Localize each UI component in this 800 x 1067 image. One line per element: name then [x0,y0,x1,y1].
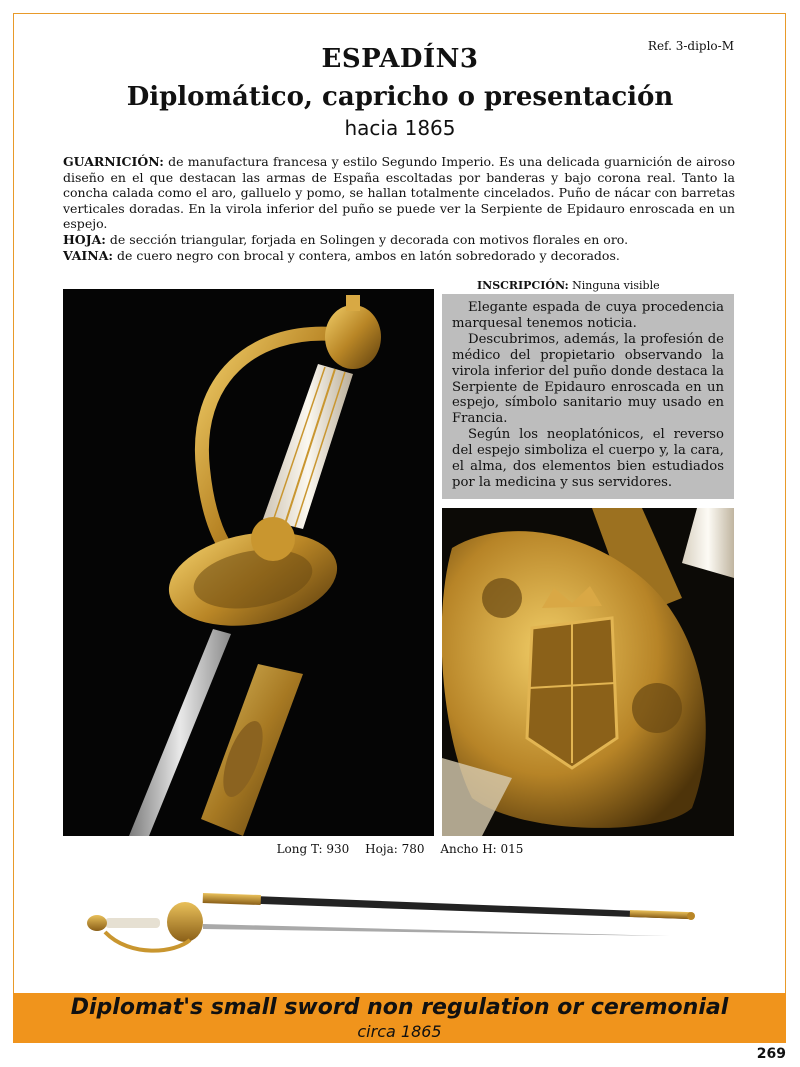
page-title: ESPADÍN3 [321,44,479,74]
inscription-text: Ninguna visible [568,279,660,292]
coat-of-arms-detail-illustration [442,508,734,836]
total-length: Long T: 930 [276,842,350,856]
hoja-paragraph [63,232,735,248]
page-number: 269 [756,1046,786,1062]
blade-width: Ancho H: 015 [440,842,524,856]
hoja-text: de sección triangular, forjada en Solingen y decorada con motivos florales en oro. [105,231,629,247]
measurements-line [0,842,800,856]
english-title: Diplomat's small sword non regulation or ceremonial [70,995,729,1020]
guarnicion-paragraph [63,154,735,232]
commentary-paragraph-3: Según los neoplatónicos, el reverso del espejo simboliza el cuerpo y, la cara, el alma, dos elementos bien estudiados por la medicina y sus servidores. [452,427,724,490]
full-sword-photo [85,888,705,958]
reference-code: Ref. 3-diplo-M [647,39,734,53]
hoja-label: HOJA: [63,231,106,247]
commentary-box [442,294,734,499]
guarnicion-label: GUARNICIÓN: [63,154,164,169]
blade-length: Hoja: 780 [365,842,425,856]
commentary-paragraph-1: Elegante espada de cuya procedencia marquesal tenemos noticia. [452,300,724,331]
full-sword-illustration [85,888,705,958]
english-banner [13,993,786,1043]
description-block [63,154,735,263]
page-date: hacia 1865 [344,116,456,140]
guarnicion-text: de manufactura francesa y estilo Segundo Imperio. Es una delicada guarnición de airoso diseño en el que destacan las armas de España escoltadas por banderas y bajo corona real. Tanto la concha calada como el aro, galluelo y pomo, se hallan totalmente cincelados. Puño de nácar con barretas verticales doradas. En la virola inferior del puño se puede ver la Serpiente de Epidauro enroscada en un espejo. [63,154,735,232]
vaina-label: VAINA: [63,247,114,263]
hilt-photo [63,289,434,836]
vaina-paragraph [63,248,735,264]
page-subtitle: Diplomático, capricho o presentación [126,82,674,112]
coat-of-arms-detail-photo [442,508,734,836]
hilt-photo-illustration [63,289,434,836]
vaina-text: de cuero negro con brocal y contera, ambos en latón sobredorado y decorados. [113,247,620,263]
commentary-paragraph-2: Descubrimos, además, la profesión de médico del propietario observando la virola inferior del puño donde destaca la Serpiente de Epidauro enroscada en un espejo, símbolo sanitario muy usado en Francia. [452,331,724,427]
english-date: circa 1865 [357,1022,442,1041]
inscription-label: INSCRIPCIÓN: [477,279,569,292]
inscription-line [477,279,660,292]
